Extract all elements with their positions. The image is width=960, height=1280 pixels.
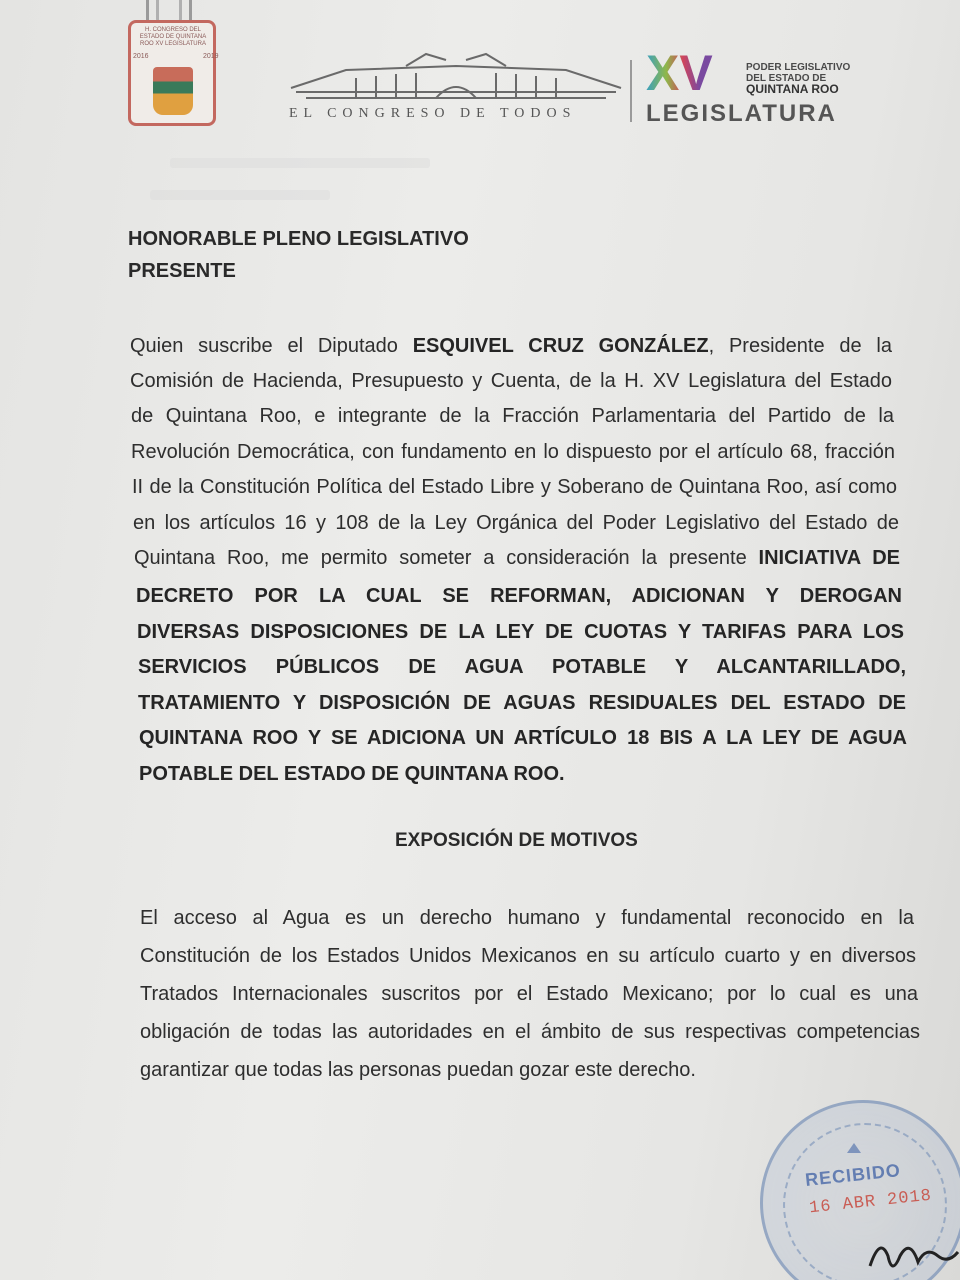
show-through-line [170, 158, 430, 168]
seal-year-right: 2019 [203, 53, 219, 60]
xv-numeral: XV [646, 45, 713, 101]
intro-text: Quien suscribe el Diputado [130, 335, 413, 357]
logo-divider [630, 60, 632, 122]
addressee-line: HONORABLE PLENO LEGISLATIVO [128, 228, 469, 250]
initiative-line-3 [138, 655, 906, 679]
legislature-seal [128, 20, 219, 126]
motivos-line-2: Constitución de los Estados Unidos Mexicanos en su artículo cuarto y en diversos [140, 945, 916, 967]
seal-year-left: 2016 [133, 53, 149, 60]
initiative-title: DECRETO POR LA CUAL SE REFORMAN, ADICIONAN Y DEROGAN [136, 585, 902, 607]
initiative-line-5 [139, 726, 907, 750]
initiative-line-4 [138, 691, 906, 715]
initiative-line-2 [137, 620, 904, 644]
slogan: EL CONGRESO DE TODOS [289, 106, 577, 121]
initiative-title: SERVICIOS PÚBLICOS DE AGUA POTABLE Y ALCANTARILLADO, [138, 656, 906, 678]
seal-shield-emblem [153, 67, 193, 115]
intro-line-5: II de la Constitución Política del Estado Libre y Soberano de Quintana Roo, así como [132, 476, 897, 498]
motivos-line-5: garantizar que todas las personas puedan gozar este derecho. [140, 1059, 696, 1081]
initiative-line-6 [139, 762, 565, 786]
show-through-line [150, 190, 330, 200]
handwritten-signature [860, 1226, 960, 1280]
initiative-title: POTABLE DEL ESTADO DE QUINTANA ROO. [139, 763, 565, 785]
section-heading: EXPOSICIÓN DE MOTIVOS [395, 830, 638, 851]
intro-text: Quintana Roo, me permito someter a consideración la presente [134, 547, 759, 569]
initiative-title: DIVERSAS DISPOSICIONES DE LA LEY DE CUOTAS Y TARIFAS PARA LOS [137, 621, 904, 643]
initiative-title-start: INICIATIVA DE [758, 547, 901, 569]
legislatura-wordmark: LEGISLATURA [646, 100, 837, 127]
xv-logo-caption [746, 62, 850, 95]
intro-line-7 [134, 546, 900, 570]
intro-line-6: en los artículos 16 y 108 de la Ley Orgánica del Poder Legislativo del Estado de [133, 512, 899, 534]
intro-line-2: Comisión de Hacienda, Presupuesto y Cuenta, de la H. XV Legislatura del Estado [130, 370, 892, 392]
initiative-title: QUINTANA ROO Y SE ADICIONA UN ARTÍCULO 18 BIS A LA LEY DE AGUA [139, 727, 907, 749]
intro-line-3: de Quintana Roo, e integrante de la Fracción Parlamentaria del Partido de la [131, 405, 894, 427]
intro-line-4: Revolución Democrática, con fundamento en lo dispuesto por el artículo 68, fracción [131, 441, 895, 463]
stamp-triangle-icon [847, 1143, 861, 1153]
logo-line-1: PODER LEGISLATIVO [746, 62, 851, 73]
motivos-line-3: Tratados Internacionales suscritos por el Estado Mexicano; por lo cual es una [140, 983, 918, 1005]
stamp-date: 16 ABR 2018 [808, 1186, 933, 1219]
seal-text: H. CONGRESO DEL ESTADO DE QUINTANA ROO XV LEGISLATURA [139, 27, 207, 47]
motivos-line-4: obligación de todas las autoridades en el ámbito de sus respectivas competencias [140, 1021, 920, 1043]
intro-line-1 [130, 334, 892, 358]
logo-line-2: DEL ESTADO DE [746, 73, 827, 84]
presente-line: PRESENTE [128, 260, 236, 282]
congress-building-logo [286, 48, 626, 108]
stamp-label: RECIBIDO [804, 1160, 902, 1190]
logo-line-3: QUINTANA ROO [746, 82, 839, 96]
motivos-line-1: El acceso al Agua es un derecho humano y fundamental reconocido en la [140, 907, 914, 929]
initiative-title: TRATAMIENTO Y DISPOSICIÓN DE AGUAS RESIDUALES DEL ESTADO DE [138, 692, 906, 714]
deputy-name: ESQUIVEL CRUZ GONZÁLEZ [412, 335, 709, 357]
intro-text: , Presidente de la [708, 335, 893, 357]
initiative-line-1 [136, 584, 902, 608]
